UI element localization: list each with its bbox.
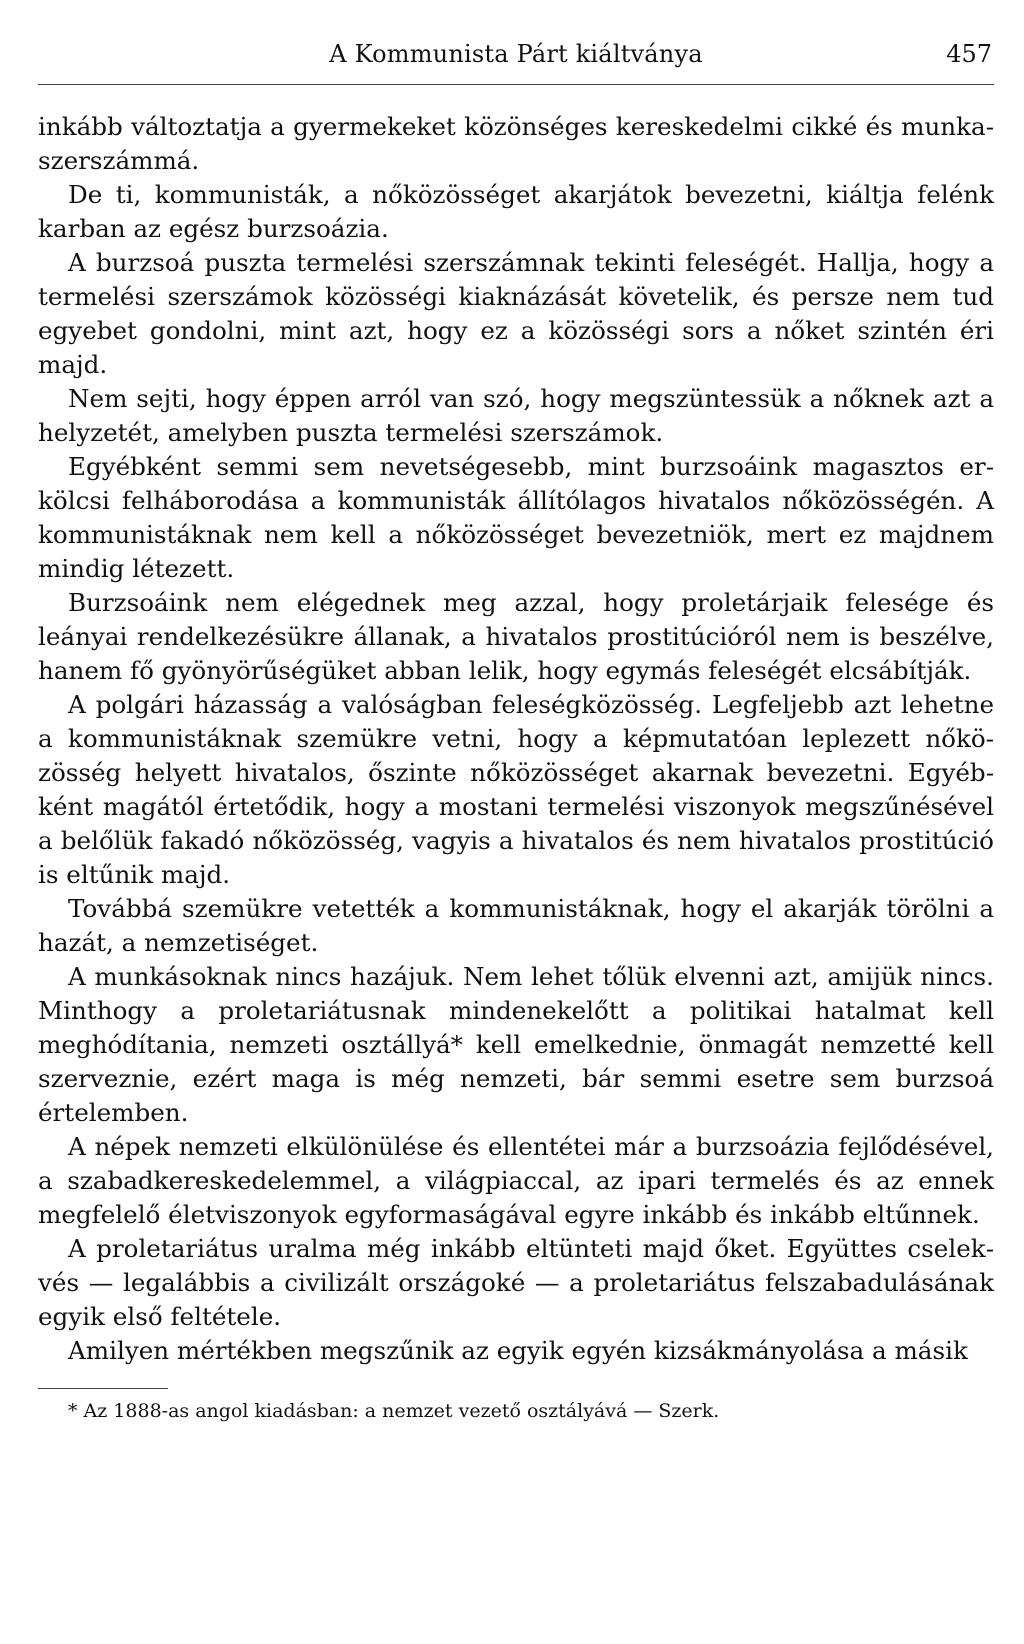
page-number: 457 [946,40,992,68]
header-title: A Kommunista Párt kiáltványa [329,40,703,68]
paragraph: De ti, kommunisták, a nőközösséget akarjátok bevezetni, kiáltja felénk karban az egész burzsoázia. [38,180,994,243]
paragraph: A polgári házasság a valóságban feleségközösség. Legfeljebb azt lehetne a kommunistáknak szemükre vetni, hogy a képmutatóan leplezett nőközösség helyett hivatalos, őszinte nőközösséget akarnak bevezetni. Egyébként magától értetődik, hogy a mostani termelési viszonyok megszűnésével a belőlük fakadó nőközösség, vagyis a hivatalos és nem hivatalos prostitúció is eltűnik majd. [38,690,994,889]
body-text [38,110,994,1368]
running-header [38,36,994,76]
paragraph: Egyébként semmi sem nevetségesebb, mint burzsoáink magasztos erkölcsi felháborodása a kommunisták állítólagos hivatalos nőközösségén. A kommunistáknak nem kell a nőközösséget bevezetniök, mert ez majdnem mindig létezett. [38,452,994,583]
header-rule [38,84,994,85]
footnote-rule [38,1388,168,1389]
paragraph: Nem sejti, hogy éppen arról van szó, hogy megszüntessük a nőknek azt a helyzetét, amelyben puszta termelési szerszámok. [38,384,994,447]
paragraph: inkább változtatja a gyermekeket közönséges kereskedelmi cikké és munkaszerszámmá. [38,112,994,175]
paragraph: Továbbá szemükre vetették a kommunistáknak, hogy el akarják törölni a hazát, a nemzetiséget. [38,894,994,957]
footnote: * Az 1888-as angol kiadásban: a nemzet vezető osztályává — Szerk. [68,1400,720,1422]
paragraph: Burzsoáink nem elégednek meg azzal, hogy proletárjaik felesége és leányai rendelkezésükre állanak, a hivatalos prostitúcióról nem is beszélve, hanem fő gyönyörűségüket abban lelik, hogy egymás feleségét elcsábítják. [38,588,994,685]
paragraph: A népek nemzeti elkülönülése és ellentétei már a burzsoázia fejlődésével, a szabadkereskedelemmel, a világpiaccal, az ipari termelés és az ennek megfelelő életviszonyok egyformaságával egyre inkább és inkább eltűnnek. [38,1132,994,1229]
paragraph: A burzsoá puszta termelési szerszámnak tekinti feleségét. Hallja, hogy a termelési szerszámok közösségi kiaknázását követelik, és persze nem tud egyebet gondolni, mint azt, hogy ez a közösségi sors a nőket szintén éri majd. [38,248,994,379]
paragraph: Amilyen mértékben megszűnik az egyik egyén kizsákmányolása a másik [68,1336,968,1365]
paragraph: A proletariátus uralma még inkább eltünteti majd őket. Együttes cselekvés — legalábbis a civilizált országoké — a proletariátus felszabadulásának egyik első feltétele. [38,1234,994,1331]
paragraph: A munkásoknak nincs hazájuk. Nem lehet tőlük elvenni azt, amijük nincs. Minthogy a proletariátusnak mindenekelőtt a politikai hatalmat kell meghódítania, nemzeti osztállyá* kell emelkednie, önmagát nemzetté kell szerveznie, ezért maga is még nemzeti, bár semmi esetre sem burzsoá értelemben. [38,962,994,1127]
